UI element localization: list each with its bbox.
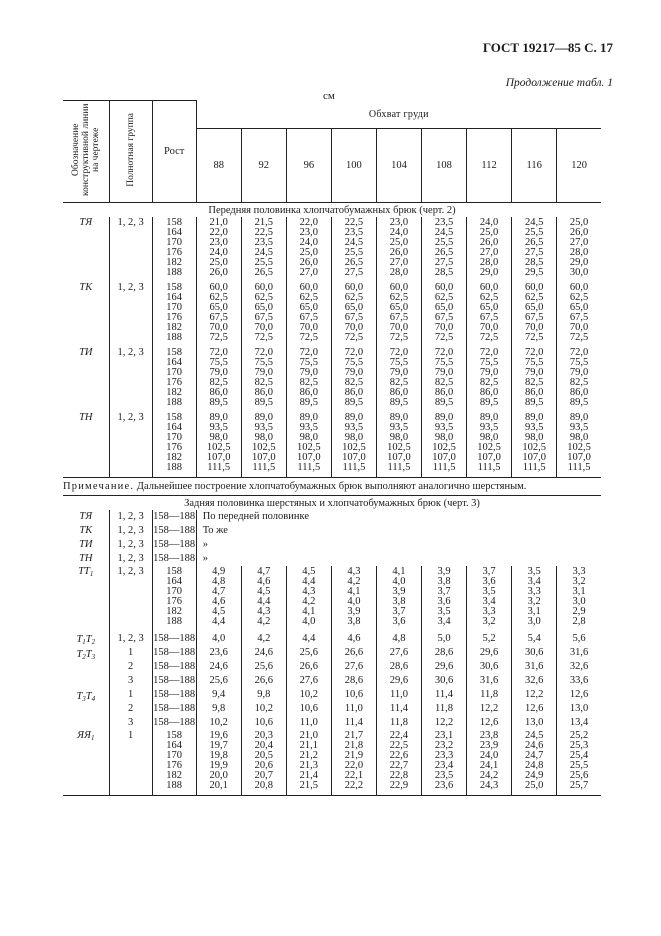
value-cell: 24,5 24,6 24,7 24,8 24,9 25,0	[512, 730, 557, 796]
value-cell: 89,0 93,5 98,0 102,5 107,0 111,5	[196, 412, 241, 478]
value-cell: 60,0 62,5 65,0 67,5 70,0 72,5	[512, 282, 557, 347]
table-row	[63, 217, 601, 282]
value-cell: 27,6	[331, 660, 376, 674]
value-cell: 25,2 25,3 25,4 25,5 25,6 25,7	[557, 730, 601, 796]
value-cell: 25,0 26,0 27,0 28,0 29,0 30,0	[557, 217, 601, 282]
value-cell: 23,5 24,5 25,5 26,5 27,5 28,5	[422, 217, 467, 282]
column-height: Рост	[152, 101, 196, 203]
line-designation: $Т_3Т_4$	[76, 691, 96, 703]
value-cell: 12,2	[422, 716, 467, 730]
line-designation: $ТТ_1$	[78, 566, 94, 578]
value-cell: 5,4	[512, 631, 557, 646]
table-row	[63, 510, 601, 524]
height-cell: 158—188	[153, 553, 196, 564]
value-cell: 30,6	[422, 674, 467, 688]
height-cell: 158—188	[153, 717, 196, 728]
value-cell: 30,6	[467, 660, 512, 674]
value-cell: 10,6	[331, 688, 376, 702]
size-header: 104	[376, 129, 421, 203]
value-cell: 72,0 75,5 79,0 82,5 86,0 89,5	[241, 347, 286, 412]
value-cell: 10,2	[286, 688, 331, 702]
value-cell: 31,6	[467, 674, 512, 688]
line-designation: ТИ	[79, 539, 93, 550]
value-cell: 19,6 19,7 19,8 19,9 20,0 20,1	[196, 730, 241, 796]
line-designation: $Т_1Т_2$	[76, 634, 96, 646]
value-cell: 23,6	[196, 646, 241, 660]
table-row	[63, 538, 601, 552]
value-cell: 60,0 62,5 65,0 67,5 70,0 72,5	[467, 282, 512, 347]
value-cell: 5,2	[467, 631, 512, 646]
row-note: »	[196, 538, 601, 552]
value-cell: 22,0 23,0 24,0 25,0 26,0 27,0	[286, 217, 331, 282]
value-cell: 23,8 23,9 24,0 24,1 24,2 24,3	[467, 730, 512, 796]
value-cell: 32,6	[557, 660, 601, 674]
value-cell: 9,8	[241, 688, 286, 702]
group-cell: 2	[109, 660, 152, 674]
value-cell: 10,6	[286, 702, 331, 716]
line-designation: ТК	[79, 525, 93, 536]
line-designation: ТЯ	[79, 217, 93, 228]
line-designation: $ЯЯ_1$	[63, 730, 109, 796]
value-cell: 4,7 4,6 4,5 4,4 4,3 4,2	[241, 566, 286, 631]
group-cell: 1, 2, 3	[109, 552, 152, 566]
value-cell: 29,6	[467, 646, 512, 660]
value-cell: 21,7 21,8 21,9 22,0 22,1 22,2	[331, 730, 376, 796]
value-cell: 29,6	[422, 660, 467, 674]
row-note: »	[196, 552, 601, 566]
height-cell: 158—188	[153, 511, 196, 522]
table-continuation: Продолжение табл. 1	[505, 77, 613, 89]
value-cell: 29,6	[376, 674, 421, 688]
value-cell: 28,6	[422, 646, 467, 660]
value-cell: 20,3 20,4 20,5 20,6 20,7 20,8	[241, 730, 286, 796]
height-cell: 158—188	[153, 703, 196, 714]
value-cell: 32,6	[512, 674, 557, 688]
value-cell: 12,6	[467, 716, 512, 730]
value-cell: 21,5 22,5 23,5 24,5 25,5 26,5	[241, 217, 286, 282]
value-cell: 26,6	[331, 646, 376, 660]
group-cell: 1, 2, 3	[109, 217, 152, 282]
value-cell: 72,0 75,5 79,0 82,5 86,0 89,5	[286, 347, 331, 412]
value-cell: 4,2	[241, 631, 286, 646]
value-cell: 11,4	[376, 702, 421, 716]
value-cell: 60,0 62,5 65,0 67,5 70,0 72,5	[196, 282, 241, 347]
section-title: Передняя половинка хлопчатобумажных брюк (черт. 2)	[208, 204, 456, 216]
height-cell: 158—188	[152, 631, 196, 646]
value-cell: 60,0 62,5 65,0 67,5 70,0 72,5	[241, 282, 286, 347]
table-row	[63, 552, 601, 566]
value-cell: 31,6	[512, 660, 557, 674]
value-cell: 11,8	[467, 688, 512, 702]
value-cell: 23,0 24,0 25,0 26,0 27,0 28,0	[376, 217, 421, 282]
size-header: 116	[512, 129, 557, 203]
value-cell: 33,6	[557, 674, 601, 688]
group-cell: 1, 2, 3	[109, 412, 152, 478]
value-cell: 24,0 25,0 26,0 27,0 28,0 29,0	[467, 217, 512, 282]
value-cell: 9,8	[196, 702, 241, 716]
value-cell: 4,8	[376, 631, 421, 646]
value-cell: 72,0 75,5 79,0 82,5 86,0 89,5	[331, 347, 376, 412]
column-group: Полнотная группа	[109, 101, 152, 203]
value-cell: 89,0 93,5 98,0 102,5 107,0 111,5	[331, 412, 376, 478]
value-cell: 89,0 93,5 98,0 102,5 107,0 111,5	[467, 412, 512, 478]
group-cell: 3	[109, 674, 152, 688]
line-designation: ТК	[79, 282, 93, 293]
table-row	[63, 566, 601, 631]
table-row	[63, 412, 601, 478]
value-cell: 89,0 93,5 98,0 102,5 107,0 111,5	[557, 412, 601, 478]
value-cell: 4,0	[196, 631, 241, 646]
value-cell: 3,5 3,4 3,3 3,2 3,1 3,0	[512, 566, 557, 631]
table-row	[63, 631, 601, 646]
value-cell: 21,0 22,0 23,0 24,0 25,0 26,0	[196, 217, 241, 282]
group-cell: 2	[109, 702, 152, 716]
value-cell: 25,6	[286, 646, 331, 660]
group-cell: 1, 2, 3	[109, 510, 152, 524]
note: Примечание. Дальнейшее построение хлопчатобумажных брюк выполняют аналогично шерстяным.	[63, 481, 527, 492]
value-cell: 3,7 3,6 3,5 3,4 3,3 3,2	[467, 566, 512, 631]
page-header: ГОСТ 19217—85 С. 17	[482, 40, 613, 55]
section-title: Задняя половинка шерстяных и хлопчатобумажных брюк (черт. 3)	[63, 496, 601, 511]
value-cell: 11,0	[286, 716, 331, 730]
value-cell: 11,4	[331, 716, 376, 730]
height-cell: 158—188	[153, 647, 196, 658]
value-cell: 72,0 75,5 79,0 82,5 86,0 89,5	[557, 347, 601, 412]
value-cell: 89,0 93,5 98,0 102,5 107,0 111,5	[376, 412, 421, 478]
size-header: 112	[467, 129, 512, 203]
height-cell: 158 164 170 176 182 188	[152, 412, 196, 478]
row-note: По передней половинке	[196, 510, 601, 524]
value-cell: 4,1 4,0 3,9 3,8 3,7 3,6	[376, 566, 421, 631]
value-cell: 11,4	[422, 688, 467, 702]
value-cell: 26,6	[241, 674, 286, 688]
height-cell: 158 164 170 176 182 188	[152, 730, 196, 796]
height-cell: 158 164 170 176 182 188	[152, 282, 196, 347]
value-cell: 5,6	[557, 631, 601, 646]
value-cell: 24,6	[196, 660, 241, 674]
table-row	[63, 730, 601, 796]
height-cell: 158 164 170 176 182 188	[152, 566, 196, 631]
value-cell: 4,9 4,8 4,7 4,6 4,5 4,4	[196, 566, 241, 631]
line-designation: ТН	[79, 553, 93, 564]
table-row	[63, 674, 601, 688]
value-cell: 11,8	[422, 702, 467, 716]
group-cell: 1, 2, 3	[109, 538, 152, 552]
group-cell: 1, 2, 3	[109, 631, 152, 646]
value-cell: 72,0 75,5 79,0 82,5 86,0 89,5	[196, 347, 241, 412]
group-cell: 1	[109, 688, 152, 702]
value-cell: 4,4	[286, 631, 331, 646]
value-cell: 72,0 75,5 79,0 82,5 86,0 89,5	[467, 347, 512, 412]
value-cell: 5,0	[422, 631, 467, 646]
height-cell: 158—188	[153, 675, 196, 686]
value-cell: 22,5 23,5 24,5 25,5 26,5 27,5	[331, 217, 376, 282]
table-row	[63, 282, 601, 347]
size-header: 88	[196, 129, 241, 203]
line-designation: ТЯ	[79, 511, 93, 522]
value-cell: 23,1 23,2 23,3 23,4 23,5 23,6	[422, 730, 467, 796]
value-cell: 31,6	[557, 646, 601, 660]
value-cell: 60,0 62,5 65,0 67,5 70,0 72,5	[376, 282, 421, 347]
value-cell: 60,0 62,5 65,0 67,5 70,0 72,5	[422, 282, 467, 347]
value-cell: 3,9 3,8 3,7 3,6 3,5 3,4	[422, 566, 467, 631]
value-cell: 13,4	[557, 716, 601, 730]
table-row	[63, 660, 601, 674]
size-table	[63, 100, 601, 796]
value-cell: 9,4	[196, 688, 241, 702]
height-cell: 158—188	[153, 689, 196, 700]
line-designation: ТИ	[79, 347, 93, 358]
value-cell: 27,6	[286, 674, 331, 688]
value-cell: 13,0	[512, 716, 557, 730]
size-header: 92	[241, 129, 286, 203]
height-cell: 158 164 170 176 182 188	[152, 347, 196, 412]
table-row	[63, 347, 601, 412]
value-cell: 27,6	[376, 646, 421, 660]
line-designation: ТН	[79, 412, 93, 423]
group-cell: 1	[109, 646, 152, 660]
column-designation: Обозначение конструктивной линии на чертеже	[63, 101, 109, 203]
table-row	[63, 688, 601, 702]
group-cell: 1, 2, 3	[109, 566, 152, 631]
value-cell: 30,6	[512, 646, 557, 660]
value-cell: 12,2	[467, 702, 512, 716]
value-cell: 10,2	[241, 702, 286, 716]
height-cell: 158 164 170 176 182 188	[152, 217, 196, 282]
table-row	[63, 646, 601, 660]
value-cell: 89,0 93,5 98,0 102,5 107,0 111,5	[241, 412, 286, 478]
value-cell: 11,0	[376, 688, 421, 702]
value-cell: 25,6	[241, 660, 286, 674]
row-note: То же	[196, 524, 601, 538]
value-cell: 26,6	[286, 660, 331, 674]
value-cell: 28,6	[376, 660, 421, 674]
value-cell: 4,5 4,4 4,3 4,2 4,1 4,0	[286, 566, 331, 631]
group-cell: 3	[109, 716, 152, 730]
value-cell: 11,8	[376, 716, 421, 730]
value-cell: 22,4 22,5 22,6 22,7 22,8 22,9	[376, 730, 421, 796]
value-cell: 60,0 62,5 65,0 67,5 70,0 72,5	[286, 282, 331, 347]
group-cell: 1, 2, 3	[109, 524, 152, 538]
group-cell: 1, 2, 3	[109, 347, 152, 412]
unit-label: см	[323, 90, 335, 102]
value-cell: 12,2	[512, 688, 557, 702]
value-cell: 24,6	[241, 646, 286, 660]
group-cell: 1, 2, 3	[109, 282, 152, 347]
value-cell: 4,3 4,2 4,1 4,0 3,9 3,8	[331, 566, 376, 631]
value-cell: 12,6	[512, 702, 557, 716]
size-header: 96	[286, 129, 331, 203]
value-cell: 11,0	[331, 702, 376, 716]
height-cell: 158—188	[153, 539, 196, 550]
value-cell: 10,6	[241, 716, 286, 730]
value-cell: 28,6	[331, 674, 376, 688]
value-cell: 12,6	[557, 688, 601, 702]
height-cell: 158—188	[153, 525, 196, 536]
value-cell: 60,0 62,5 65,0 67,5 70,0 72,5	[331, 282, 376, 347]
value-cell: 60,0 62,5 65,0 67,5 70,0 72,5	[557, 282, 601, 347]
value-cell: 25,6	[196, 674, 241, 688]
value-cell: 10,2	[196, 716, 241, 730]
value-cell: 13,0	[557, 702, 601, 716]
height-cell: 158—188	[153, 661, 196, 672]
value-cell: 89,0 93,5 98,0 102,5 107,0 111,5	[422, 412, 467, 478]
table-row	[63, 716, 601, 730]
table-row	[63, 702, 601, 716]
value-cell: 89,0 93,5 98,0 102,5 107,0 111,5	[512, 412, 557, 478]
value-cell: 89,0 93,5 98,0 102,5 107,0 111,5	[286, 412, 331, 478]
value-cell: 72,0 75,5 79,0 82,5 86,0 89,5	[376, 347, 421, 412]
group-cell: 1	[109, 730, 152, 796]
value-cell: 4,6	[331, 631, 376, 646]
size-header: 108	[422, 129, 467, 203]
value-cell: 3,3 3,2 3,1 3,0 2,9 2,8	[557, 566, 601, 631]
column-girth: Обхват груди	[196, 101, 601, 129]
size-header: 100	[331, 129, 376, 203]
line-designation: $Т_2Т_3$	[76, 649, 96, 661]
table-row	[63, 524, 601, 538]
value-cell: 21,0 21,1 21,2 21,3 21,4 21,5	[286, 730, 331, 796]
value-cell: 72,0 75,5 79,0 82,5 86,0 89,5	[512, 347, 557, 412]
size-header: 120	[557, 129, 601, 203]
value-cell: 72,0 75,5 79,0 82,5 86,0 89,5	[422, 347, 467, 412]
value-cell: 24,5 25,5 26,5 27,5 28,5 29,5	[512, 217, 557, 282]
